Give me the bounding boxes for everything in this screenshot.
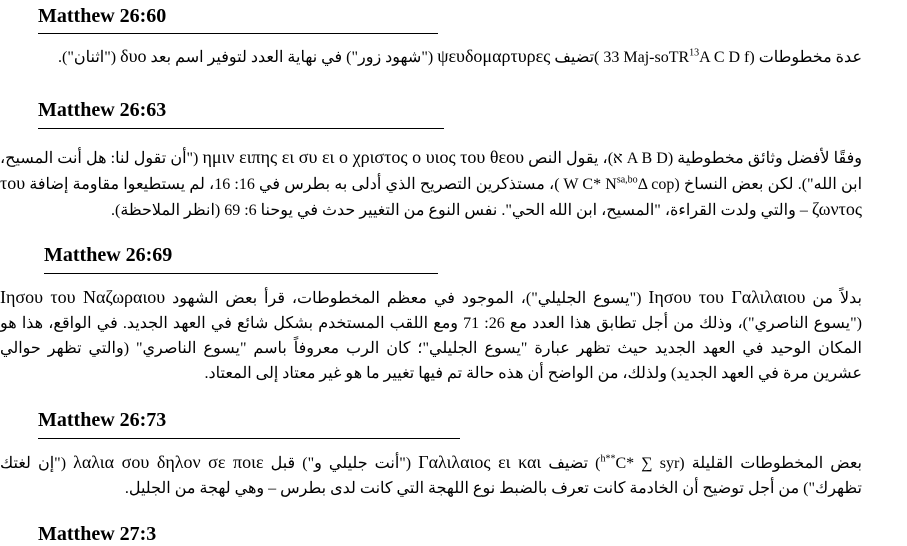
superscript-siglum: h**: [600, 453, 616, 465]
manuscript-sigla: W C* N: [559, 176, 617, 193]
section-heading: Matthew 26:69: [44, 244, 173, 266]
manuscript-sigla: C* ∑ syr: [615, 455, 680, 472]
arabic-text: – والتي ولدت القراءة، "المسيح، ابن الله الحي". نفس النوع من التغيير حدث في يوحنا 6: 69 (انظر الملاحظة).: [111, 202, 812, 219]
manuscript-sigla: A C D f: [699, 49, 750, 66]
section-paragraph: [0, 44, 862, 70]
section-heading: Matthew 26:60: [38, 5, 167, 27]
greek-phrase: Ιησου του Ναζωραιου: [0, 287, 166, 307]
section-heading: Matthew 26:63: [38, 99, 167, 121]
arabic-text: ("إن لغتك تظهرك") من أجل توضيح أن الخادمة كانت تعرف بالضبط نوع اللهجة التي كانت لدى بطرس – وهي لهجة من الجليل.: [0, 455, 862, 497]
arabic-text: ("يسوع الجليلي")، الموجود في معظم المخطوطات، قرأ بعض الشهود: [165, 290, 649, 307]
arabic-text: ("أنت جليلي و") قبل: [263, 455, 419, 472]
arabic-text: ("يسوع الناصري")، وذلك من أجل تطابق هذا العدد مع 26: 71 ومع اللقب المستخدم بشكل شائع في العهد الجديد. في الواقع، هذا هو المكان الوحيد في العهد الجديد حيث تظهر عبارة "يسوع الجليلي"؛ كان الرب معروفاً باسم "يسوع الناصري" (والتي تظهر حوالي عشرين مرة في العهد الجديد) ولذلك، من الواضح أن هذه حالة تم فيها تغيير ما هو غير معتاد إلى المعتاد.: [0, 315, 862, 382]
section-paragraph: [0, 450, 862, 501]
arabic-text: ) تضيف: [541, 455, 601, 472]
greek-phrase: ημιν ειπης ει συ ει ο χριστος ο υιος του θεου: [202, 147, 525, 167]
section-heading: Matthew 26:73: [38, 409, 167, 431]
next-section-heading: Matthew 27:3: [38, 523, 157, 545]
greek-phrase: Γαλιλαιος ει και: [418, 452, 542, 472]
arabic-text: وفقًا لأفضل وثائق مخطوطية (: [667, 150, 862, 167]
arabic-text: بدلاً من: [805, 290, 862, 307]
heading-underline: [38, 33, 438, 34]
heading-underline: [38, 438, 460, 439]
arabic-text: )تضيف: [550, 49, 600, 66]
arabic-text: عدة مخطوطات (: [749, 49, 862, 66]
arabic-text: )، يقول النص: [524, 150, 614, 167]
manuscript-sigla: א A B D: [613, 150, 668, 167]
greek-phrase: του ζωντος: [0, 173, 862, 219]
heading-underline: [44, 273, 438, 274]
arabic-text: ("اثنان").: [58, 49, 121, 66]
manuscript-sigla: 33 Maj-soTR: [599, 49, 690, 66]
section-paragraph: [0, 145, 862, 223]
section-paragraph: [0, 285, 862, 386]
heading-underline: [38, 128, 444, 129]
greek-phrase: Ιησου του Γαλιλαιου: [648, 287, 806, 307]
greek-phrase: λαλια σου δηλον σε ποιε: [73, 452, 264, 472]
greek-phrase: ψευδομαρτυρες: [437, 46, 551, 66]
superscript-siglum: 13: [689, 47, 700, 59]
greek-phrase: δυο: [120, 46, 147, 66]
arabic-text: ("أن تقول لنا: هل أنت المسيح، ابن الله"). لكن بعض النساخ (: [0, 150, 863, 193]
superscript-siglum: sa,bo: [616, 174, 638, 186]
manuscript-sigla: Δ cop: [637, 176, 675, 193]
arabic-text: بعض المخطوطات القليلة (: [679, 455, 863, 472]
arabic-text: )، مستذكرين التصريح الذي أدلى به بطرس في 16: 16، لم يستطيعوا مقاومة إضافة: [25, 176, 560, 193]
arabic-text: ("شهود زور") في نهاية العدد لتوفير اسم بعد: [146, 49, 438, 66]
